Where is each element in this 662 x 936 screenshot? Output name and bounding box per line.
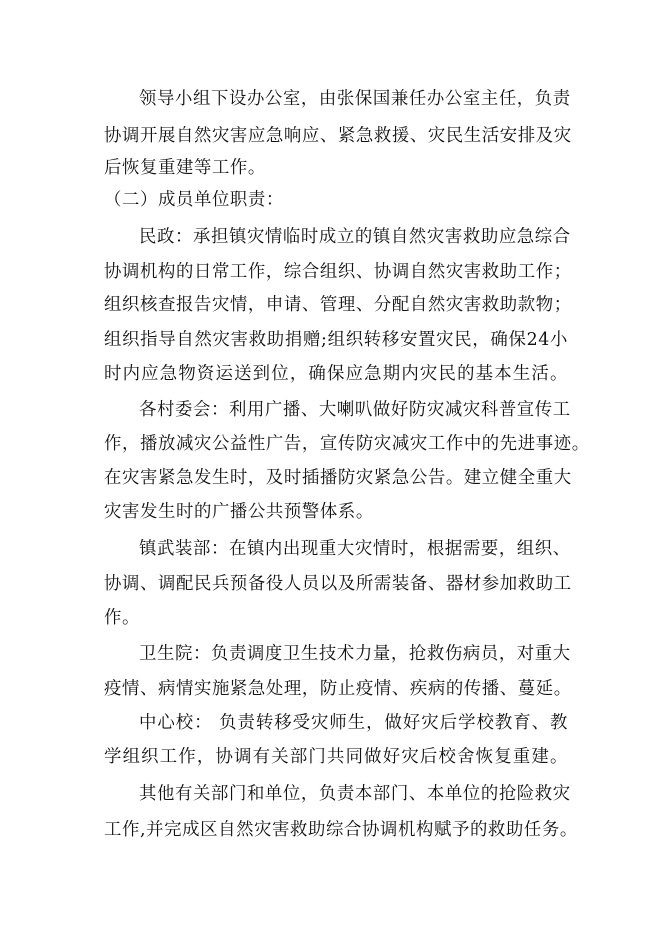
section-heading: （二）成员单位职责： [104, 190, 284, 210]
text-line: 民政：承担镇灾情临时成立的镇自然灾害救助应急综合 [139, 227, 571, 247]
text-line: 灾害发生时的广播公共预警体系。 [104, 502, 374, 522]
text-line: 协调开展自然灾害应急响应、紧急救援、灾民生活安排及灾 [104, 126, 572, 146]
text-line: 组织指导自然灾害救助捐赠;组织转移安置灾民，确保24小 [104, 330, 568, 350]
text-line: 各村委会：利用广播、大喇叭做好防灾减灾科普宣传工 [139, 400, 571, 420]
text-line: 领导小组下设办公室，由张保国兼任办公室主任，负责 [139, 89, 571, 109]
text-line: 协调、调配民兵预备役人员以及所需装备、器材参加救助工 [104, 574, 572, 594]
text-line: 作。 [104, 608, 140, 628]
text-line: 时内应急物资运送到位，确保应急期内灾民的基本生活。 [104, 364, 568, 384]
text-line: 组织核查报告灾情，申请、管理、分配自然灾害救助款物； [104, 295, 572, 315]
text-line: 作，播放减灾公益性广告，宣传防灾减灾工作中的先进事迹。 [104, 434, 590, 454]
text-line: 卫生院：负责调度卫生技术力量，抢救伤病员，对重大 [139, 644, 571, 664]
text-line: 镇武装部：在镇内出现重大灾情时，根据需要，组织、 [139, 539, 571, 559]
text-line: 在灾害紧急发生时，及时插播防灾紧急公告。建立健全重大 [104, 468, 572, 488]
text-line: 协调机构的日常工作，综合组织、协调自然灾害救助工作； [104, 262, 572, 282]
text-line: 学组织工作，协调有关部门共同做好灾后校舍恢复重建。 [104, 747, 568, 767]
text-line: 疫情、病情实施紧急处理，防止疫情、疾病的传播、蔓延。 [104, 679, 572, 699]
text-line: 其他有关部门和单位，负责本部门、本单位的抢险救灾 [139, 784, 571, 804]
text-line: 后恢复重建等工作。 [104, 158, 266, 178]
text-line: 工作,并完成区自然灾害救助综合协调机构赋予的救助任务。 [104, 820, 578, 840]
text-line: 中心校： 负责转移受灾师生，做好灾后学校教育、教 [139, 713, 568, 733]
